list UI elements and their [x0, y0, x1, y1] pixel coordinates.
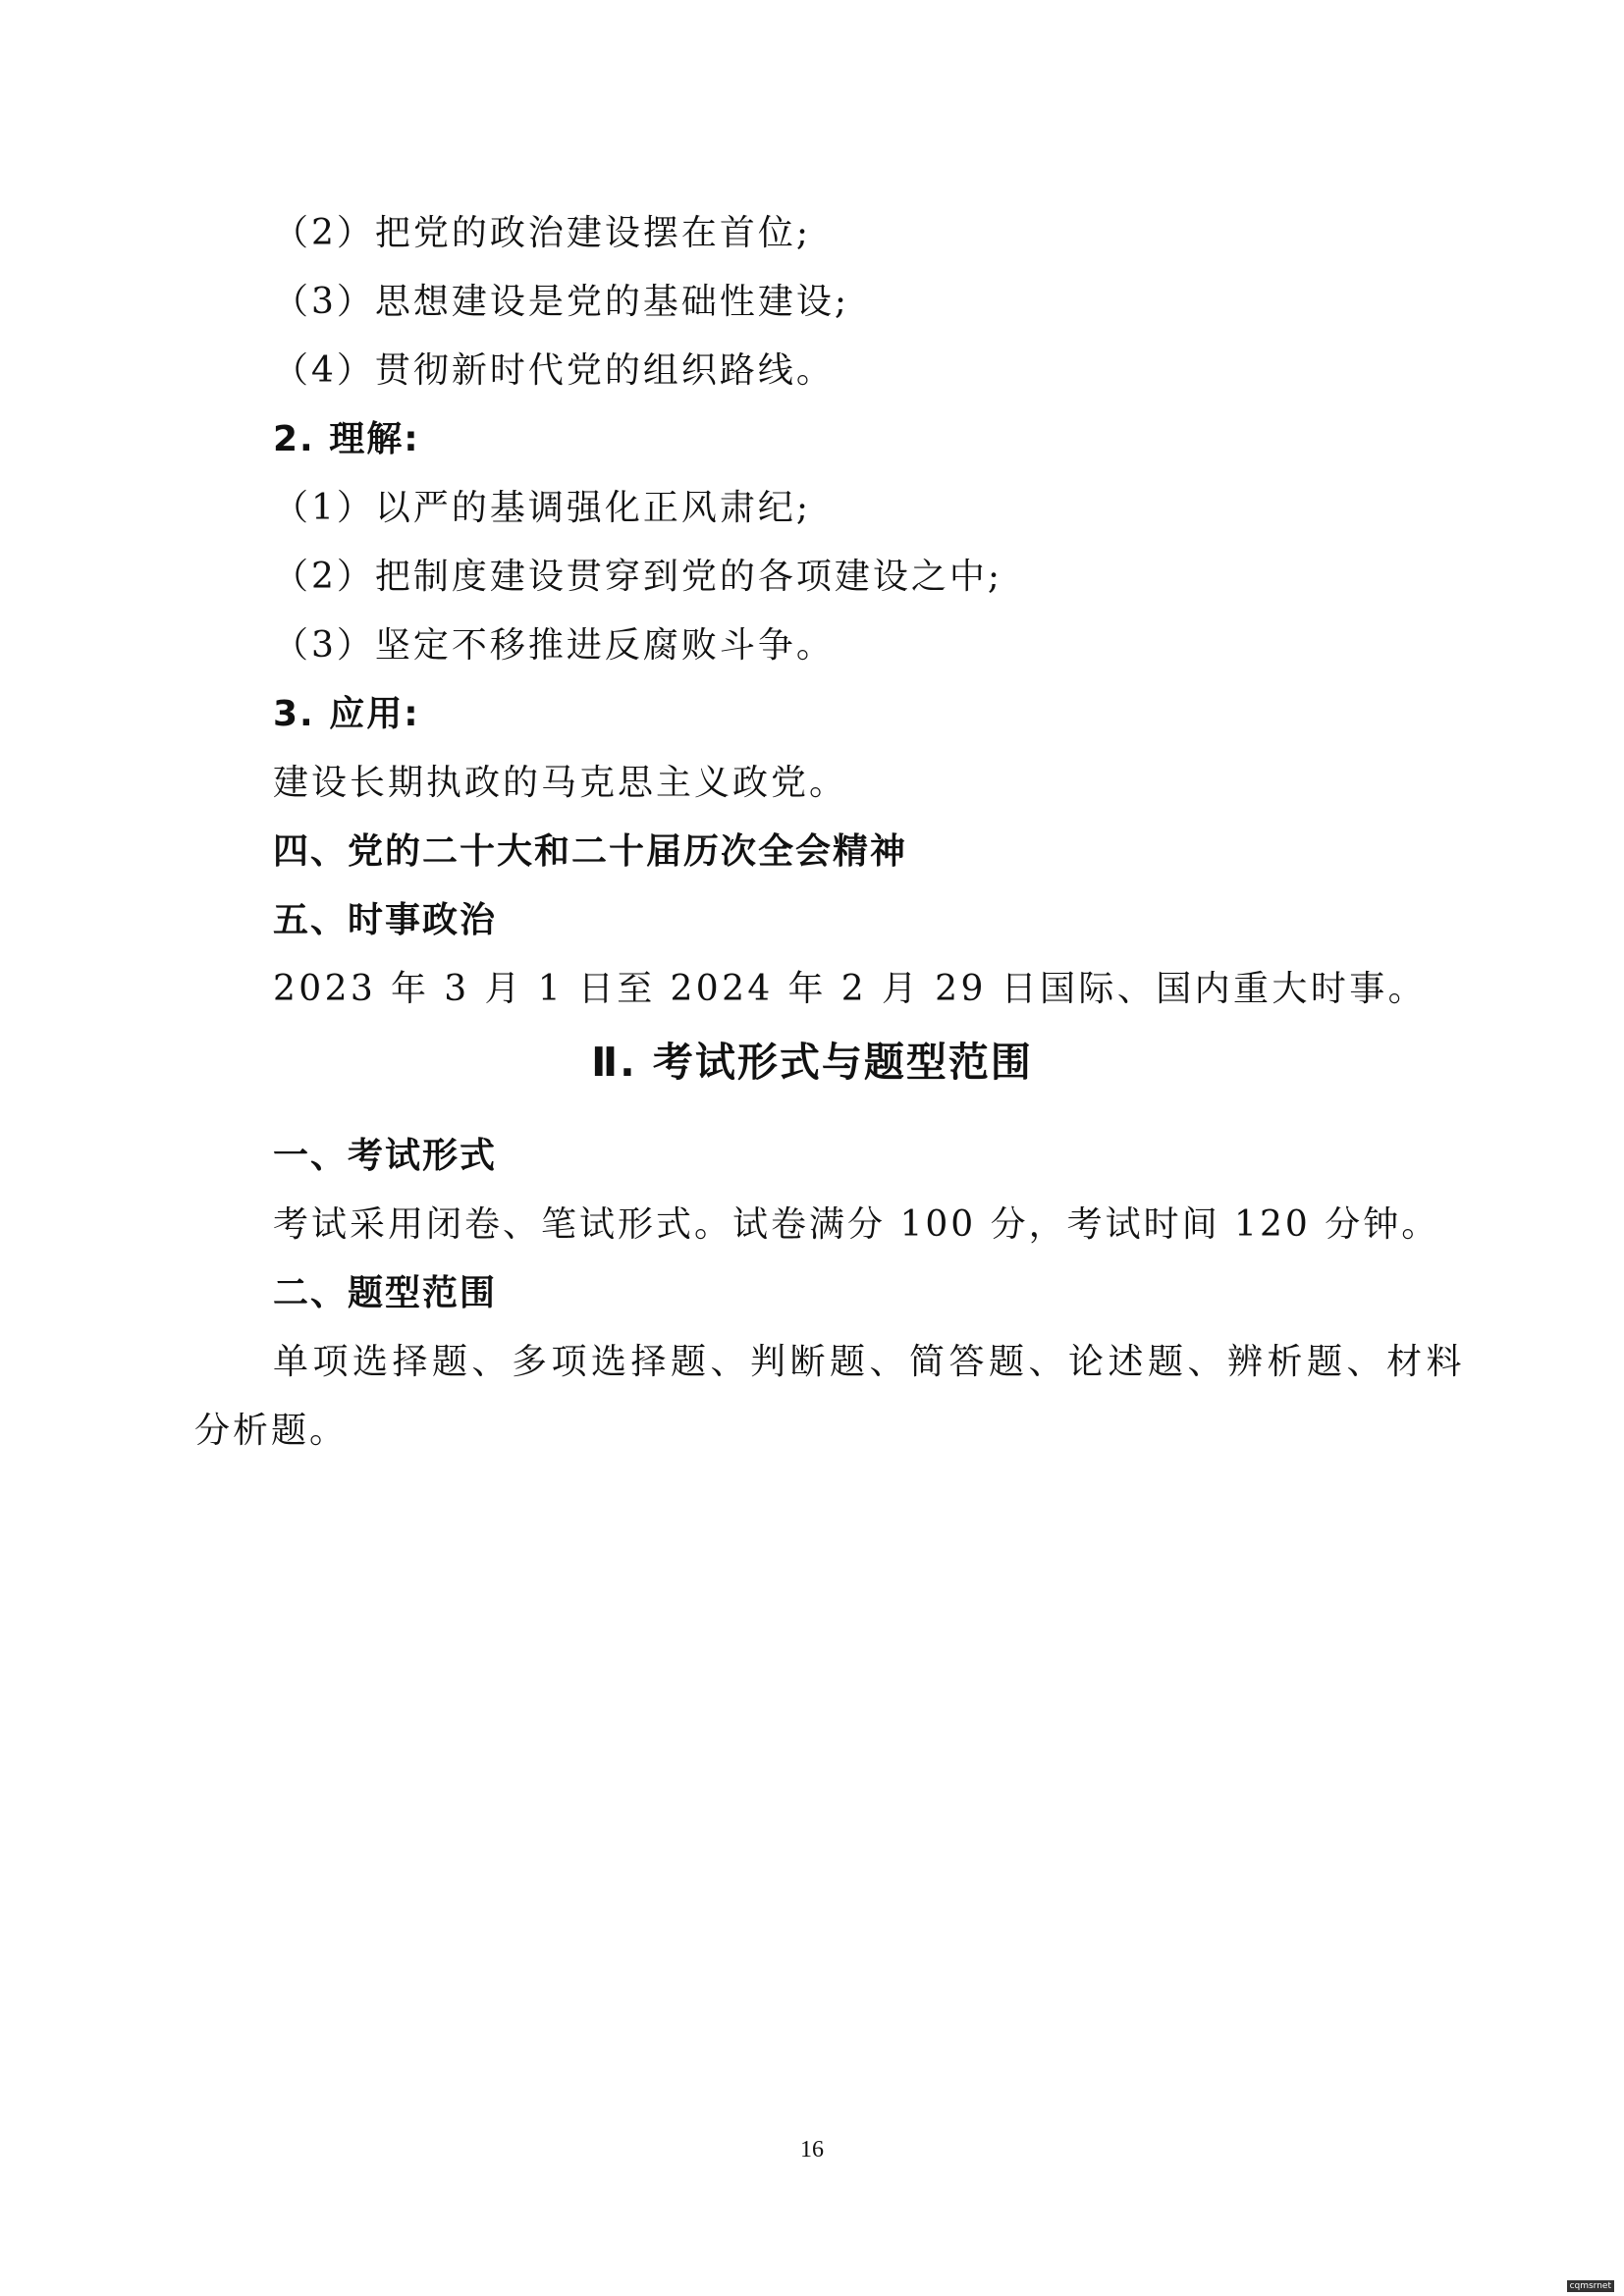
item-4-organization-line: （4）贯彻新时代党的组织路线。	[273, 350, 835, 391]
item-3-ideological-building: （3）思想建设是党的基础性建设;	[273, 282, 850, 322]
section-title-exam-format: Ⅱ. 考试形式与题型范围	[591, 1039, 1033, 1086]
heading-understand: 2. 理解:	[273, 419, 420, 459]
item-3-anti-corruption: （3）坚定不移推进反腐败斗争。	[273, 625, 835, 666]
heading-section-five: 五、时事政治	[273, 900, 498, 940]
question-types-line-1: 单项选择题、多项选择题、判断题、简答题、论述题、辨析题、材料	[273, 1342, 1467, 1382]
heading-question-types: 二、题型范围	[273, 1273, 498, 1313]
item-1-discipline: （1）以严的基调强化正风肃纪;	[273, 488, 812, 528]
item-2-institution-building: （2）把制度建设贯穿到党的各项建设之中;	[273, 557, 1003, 597]
heading-exam-format: 一、考试形式	[273, 1136, 498, 1176]
heading-section-four: 四、党的二十大和二十届历次全会精神	[273, 831, 908, 872]
apply-text: 建设长期执政的马克思主义政党。	[273, 763, 848, 803]
page-number: 16	[800, 2137, 824, 2163]
exam-format-text: 考试采用闭卷、笔试形式。试卷满分 100 分，考试时间 120 分钟。	[273, 1204, 1440, 1245]
item-2-political-building: （2）把党的政治建设摆在首位;	[273, 213, 812, 253]
heading-apply: 3. 应用:	[273, 694, 420, 734]
question-types-line-2: 分析题。	[194, 1411, 349, 1451]
watermark: cqmsrnet	[1567, 2280, 1614, 2292]
current-affairs-range: 2023 年 3 月 1 日至 2024 年 2 月 29 日国际、国内重大时事。	[273, 969, 1428, 1009]
